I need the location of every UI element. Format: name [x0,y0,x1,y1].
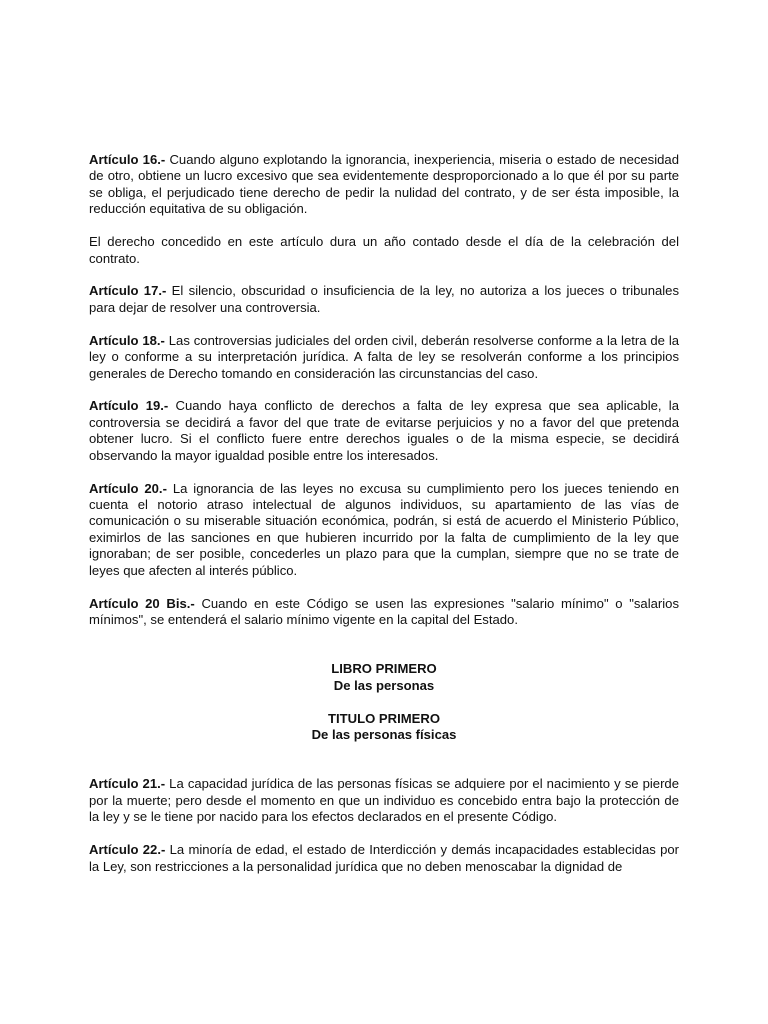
article-label: Artículo 17.- [89,283,167,299]
article-20-bis [89,596,679,629]
article-label: Artículo 16.- [89,152,166,167]
article-20 [89,481,679,579]
article-text: La minoría de edad, el estado de Interdicción y demás incapacidades establecidas por la Ley, son restricciones a la personalidad jurídica que no deben menoscabar la dignidad de [89,842,679,874]
libro-title: LIBRO PRIMERO [331,661,437,677]
titulo-subtitle: De las personas físicas [311,727,457,743]
article-text: Cuando haya conflicto de derechos a falta de ley expresa que sea aplicable, la controversia se decidirá a favor del que trate de evitarse perjuicios y no a favor del que pretenda obtener lucro. Si el conflicto fuere entre derechos iguales o de la misma especie, se decidirá observando la mayor igualdad posible entre los interesados. [89,398,679,463]
libro-heading [89,661,679,694]
article-label: Artículo 21.- [89,776,166,792]
article-text: La capacidad jurídica de las personas físicas se adquiere por el nacimiento y se pierde por la muerte; pero desde el momento en que un individuo es concebido entra bajo la protección de la ley y se le tiene por nacido para los efectos declarados en el presente Código. [89,776,679,825]
article-17 [89,283,679,316]
article-text: La ignorancia de las leyes no excusa su cumplimiento pero los jueces teniendo en cuenta el notorio atraso intelectual de algunos individuos, su apartamiento de las vías de comunicación o su miserable situación económica, podrán, si está de acuerdo el Ministerio Público, eximirlos de las sanciones en que hubieren incurrido por la falta de cumplimiento de la ley que ignoraban; de ser posible, concederles un plazo para que la cumplan, siempre que no se trate de leyes que afecten al interés público. [89,480,679,578]
article-text: El derecho concedido en este artículo dura un año contado desde el día de la celebración del contrato. [89,234,679,266]
article-label: Artículo 22.- [89,842,166,858]
titulo-heading [89,711,679,744]
spacer [89,760,679,777]
article-label: Artículo 20.- [89,480,167,496]
article-16 [89,152,679,218]
article-16-paragraph-2 [89,234,679,267]
article-label: Artículo 20 Bis.- [89,595,195,611]
article-21 [89,776,679,825]
article-text: Cuando alguno explotando la ignorancia, inexperiencia, miseria o estado de necesidad de otro, obtiene un lucro excesivo que sea evidentemente desproporcionado a lo que él por su parte se obliga, el perjudicado tiene derecho de pedir la nulidad del contrato, y de ser ésta imposible, la reducción equitativa de su obligación. [89,152,679,217]
article-18 [89,333,679,382]
article-22 [89,842,679,875]
article-text: Las controversias judiciales del orden civil, deberán resolverse conforme a la letra de la ley o conforme a su interpretación jurídica. A falta de ley se resolverán conforme a los principios generales de Derecho tomando en consideración las circunstancias del caso. [89,332,680,381]
article-text: El silencio, obscuridad o insuficiencia de la ley, no autoriza a los jueces o tribunales para dejar de resolver una controversia. [89,283,679,315]
article-text: Cuando en este Código se usen las expresiones "salario mínimo" o "salarios mínimos", se entenderá el salario mínimo vigente en la capital del Estado. [89,595,679,627]
document-page [89,152,679,892]
article-label: Artículo 19.- [89,398,169,414]
spacer [89,645,679,662]
libro-subtitle: De las personas [333,677,435,693]
article-label: Artículo 18.- [89,332,165,348]
titulo-title: TITULO PRIMERO [327,710,441,726]
article-19 [89,398,679,464]
